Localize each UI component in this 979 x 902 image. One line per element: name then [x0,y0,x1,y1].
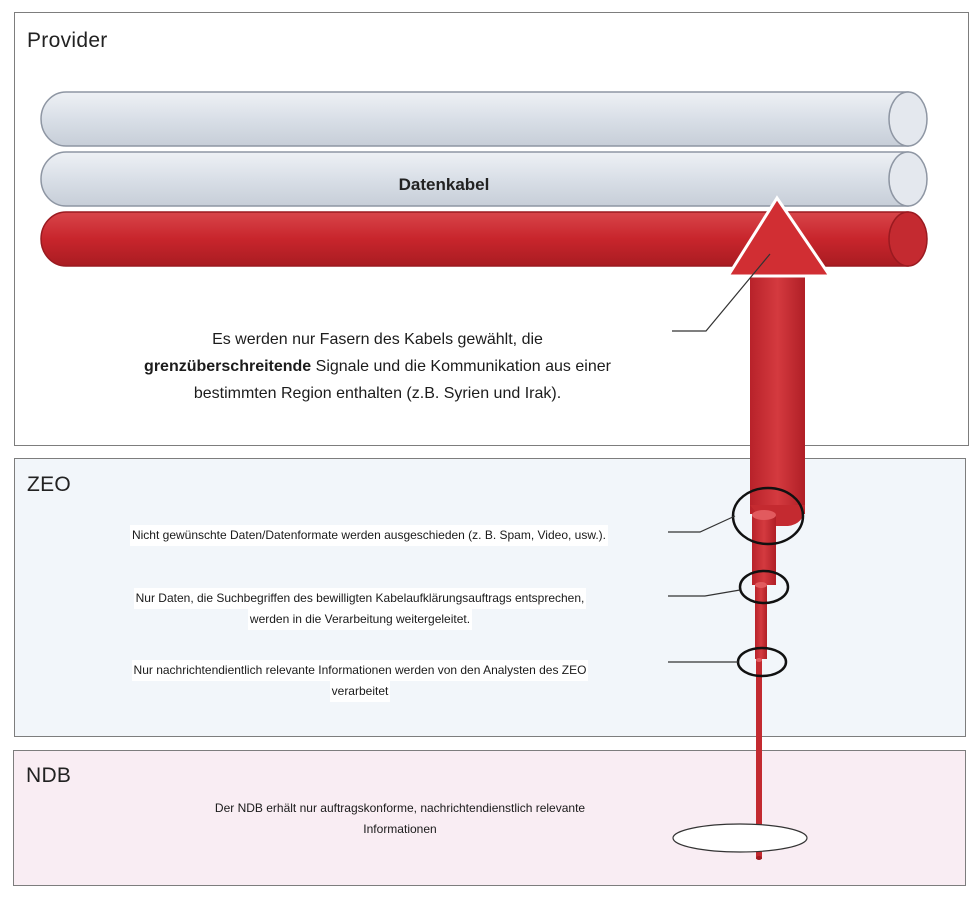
filter-pipe [750,270,805,860]
ndb-output-ellipse [673,824,807,852]
provider-note-line-2 [90,353,665,380]
ndb-title: NDB [26,764,72,787]
cable-fiber-grey-top [41,92,927,146]
provider-note-line-2-rest: Signale und die Kommunikation aus einer [311,358,611,375]
leader-line-zeo-1 [668,516,735,532]
zeo-note-2-line-2: werden in die Verarbeitung weitergeleitet. [248,609,472,630]
zeo-note-3 [80,660,640,702]
provider-note-line-1: Es werden nur Fasern des Kabels gewählt, die [212,331,543,348]
zeo-note-3-line-2: verarbeitet [330,681,391,702]
cable-label: Datenkabel [398,175,490,194]
zeo-note-1 [74,525,664,546]
zeo-note-2 [80,588,640,630]
zeo-note-2-line-1: Nur Daten, die Suchbegriffen des bewilligten Kabelaufklärungsauftrags entsprechen, [134,588,587,609]
zeo-title: ZEO [27,473,72,496]
provider-title: Provider [27,29,108,52]
provider-note-line-3: bestimmten Region enthalten (z.B. Syrien und Irak). [193,385,562,402]
zeo-note-1-text: Nicht gewünschte Daten/Datenformate werden ausgeschieden (z. B. Spam, Video, usw.). [130,525,608,546]
provider-note-bold: grenzüberschreitende [144,358,312,375]
ndb-note [160,798,640,840]
zeo-note-3-line-1: Nur nachrichtendientlich relevante Informationen werden von den Analysten des ZEO [132,660,589,681]
leader-line-zeo-2 [668,590,740,596]
ndb-note-line-1: Der NDB erhält nur auftragskonforme, nachrichtendienstlich relevante [214,801,586,815]
ndb-note-line-2: Informationen [363,822,437,836]
provider-note [90,326,665,407]
